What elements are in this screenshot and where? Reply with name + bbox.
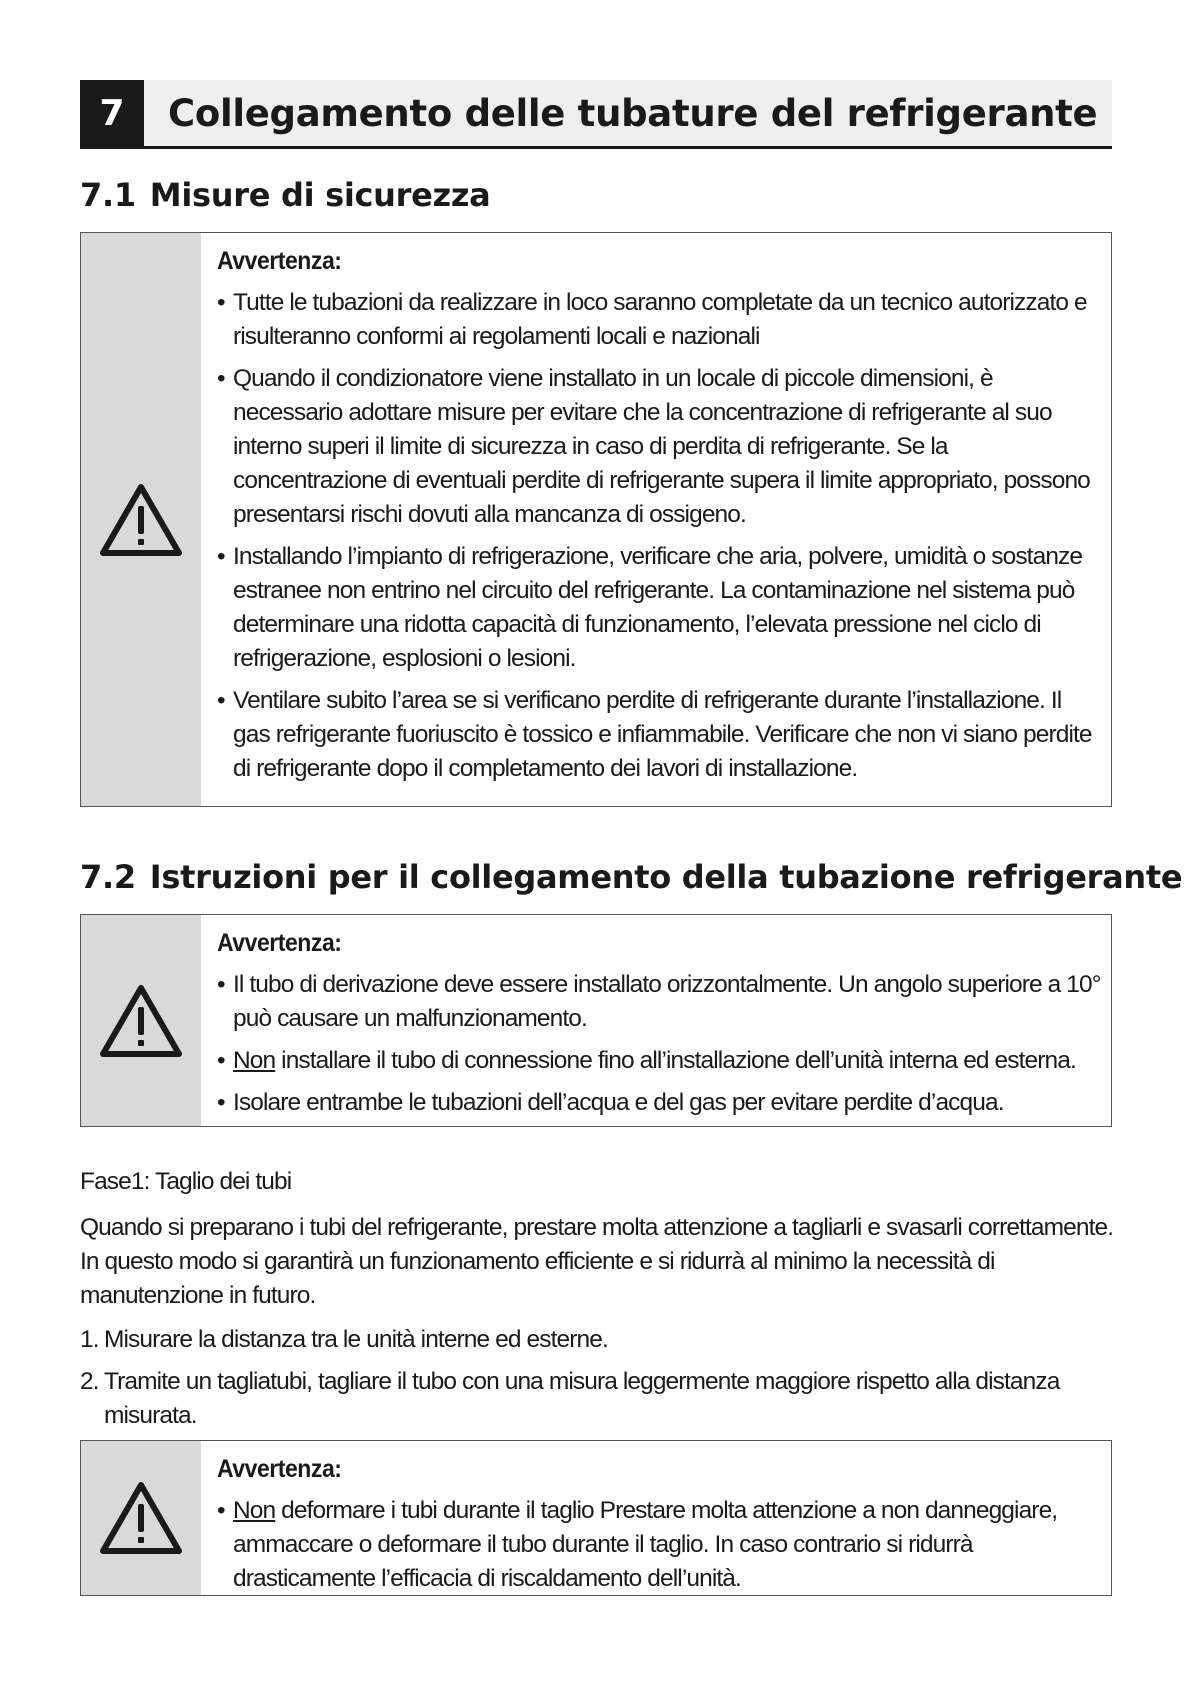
section-title-connection <box>80 858 1182 896</box>
emphasis-text: Non <box>233 1497 276 1524</box>
warning-gutter <box>81 233 201 806</box>
section-title-text: Misure di sicurezza <box>149 176 491 214</box>
chapter-header <box>80 80 1112 149</box>
warning-label: Avvertenza: <box>217 247 342 275</box>
emphasis-text: Non <box>233 1047 276 1074</box>
warning-body <box>201 915 1111 1126</box>
section-title-text: Istruzioni per il collegamento della tubazione refrigerante <box>149 858 1183 896</box>
warning-triangle-icon <box>98 1480 184 1556</box>
section-number: 7.2 <box>80 858 136 896</box>
list-item-text: Tramite un tagliatubi, tagliare il tubo con una misura leggermente maggiore rispetto alla distanza misurata. <box>104 1368 1060 1429</box>
chapter-number: 7 <box>80 80 144 146</box>
section-title-safety <box>80 176 490 214</box>
warning-triangle-icon <box>98 482 184 558</box>
list-number: 2. <box>80 1368 99 1395</box>
bullet-text: deformare i tubi durante il taglio Prestare molta attenzione a non danneggiare, ammaccare o deformare il tubo durante il taglio. In caso contrario si ridurrà drasticamente l’efficacia di riscaldamento dell’unità. <box>233 1497 1058 1592</box>
warning-body <box>201 233 1111 806</box>
warning-box-connection <box>80 914 1112 1127</box>
warning-bullet: • Installando l’impianto di refrigerazione, verificare che aria, polvere, umidità o sostanze estranee non entrino nel circuito del refrigerante. La contaminazione nel sistema può determinare una ridotta capacità di funzionamento, l’elevata pressione nel ciclo di refrigerazione, esplosioni o lesioni. <box>217 540 1101 676</box>
list-item <box>80 1365 1120 1433</box>
warning-gutter <box>81 915 201 1126</box>
warning-label: Avvertenza: <box>217 1455 342 1483</box>
warning-bullet: • Tutte le tubazioni da realizzare in loco saranno completate da un tecnico autorizzato e risulteranno conformi ai regolamenti locali e nazionali <box>217 286 1101 354</box>
warning-bullet: • Quando il condizionatore viene installato in un locale di piccole dimensioni, è necessario adottare misure per evitare che la concentrazione di refrigerante al suo interno superi il limite di sicurezza in caso di perdita di refrigerante. Se la concentrazione di eventuali perdite di refrigerante supera il limite appropriato, possono presentarsi rischi dovuti alla mancanza di ossigeno. <box>217 362 1101 532</box>
list-number: 1. <box>80 1326 99 1353</box>
chapter-title: Collegamento delle tubature del refrigerante <box>168 91 1098 135</box>
warning-gutter <box>81 1441 201 1595</box>
step-title: Fase1: Taglio dei tubi <box>80 1168 292 1195</box>
warning-box-cutting <box>80 1440 1112 1596</box>
list-item-text: Misurare la distanza tra le unità interne ed esterne. <box>104 1326 608 1353</box>
list-item <box>80 1323 1120 1357</box>
warning-triangle-icon <box>98 983 184 1059</box>
step-intro-paragraph: Quando si preparano i tubi del refrigerante, prestare molta attenzione a tagliarli e svasarli correttamente. In questo modo si garantirà un funzionamento efficiente e si ridurrà al minimo la necessità di manutenzione in futuro. <box>80 1214 1114 1309</box>
warning-bullet: • Ventilare subito l’area se si verificano perdite di refrigerante durante l’installazione. Il gas refrigerante fuoriuscito è tossico e infiammabile. Verificare che non vi siano perdite di refrigerante dopo il completamento dei lavori di installazione. <box>217 684 1101 786</box>
warning-label: Avvertenza: <box>217 929 342 957</box>
warning-box-safety <box>80 232 1112 807</box>
bullet-text: installare il tubo di connessione fino all’installazione dell’unità interna ed esterna. <box>275 1047 1076 1074</box>
warning-body <box>201 1441 1111 1595</box>
warning-bullet <box>217 1044 1101 1078</box>
section-number: 7.1 <box>80 176 136 214</box>
warning-bullet: • Il tubo di derivazione deve essere installato orizzontalmente. Un angolo superiore a 10° può causare un malfunzionamento. <box>217 968 1101 1036</box>
warning-bullet <box>217 1494 1101 1596</box>
warning-bullet: • Isolare entrambe le tubazioni dell’acqua e del gas per evitare perdite d’acqua. <box>217 1086 1101 1120</box>
